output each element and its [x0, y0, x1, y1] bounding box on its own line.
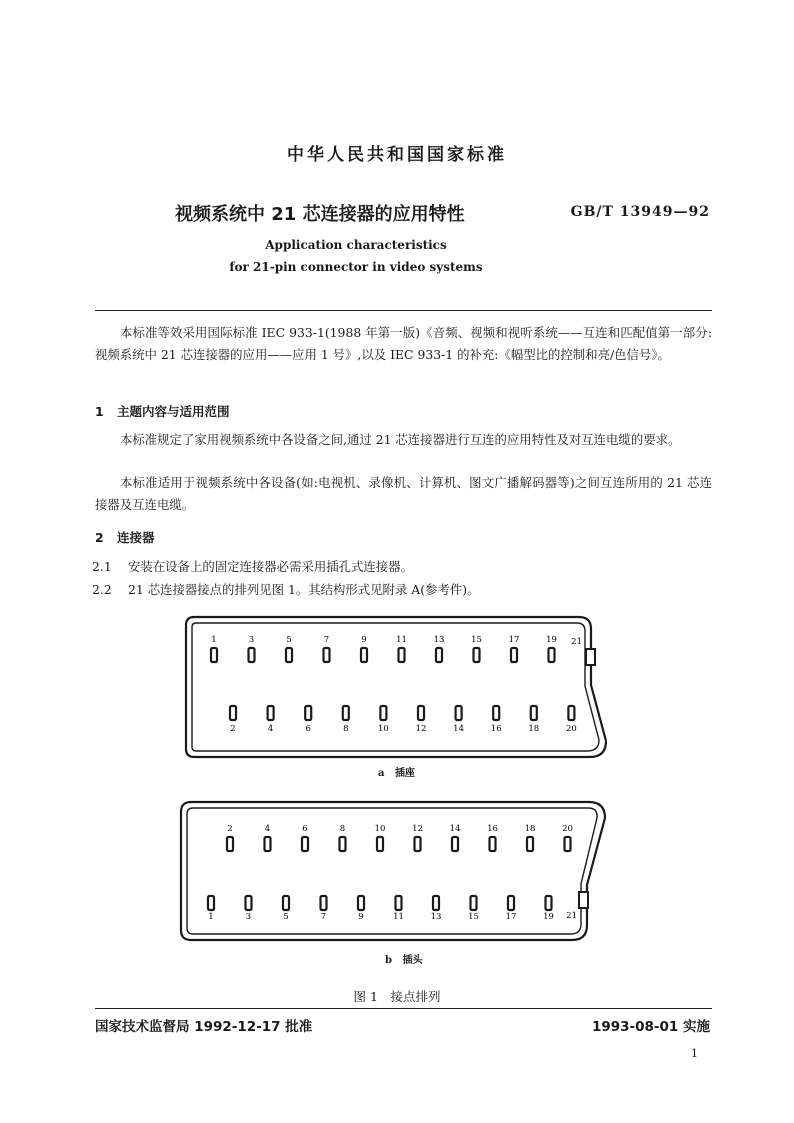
- plug-pin-4: [265, 837, 271, 851]
- section-2-heading: [95, 528, 155, 546]
- header-rule: [95, 310, 712, 311]
- socket-pin-5: [286, 648, 292, 662]
- plug-pin-label-18: 18: [524, 824, 536, 834]
- intro-paragraph: 本标准等效采用国际标准 IEC 933-1(1988 年第一版)《音频、视频和视听系统——互连和匹配值第一部分:视频系统中 21 芯连接器的应用——应用 1 号》,以及 IEC 933-1 的补充:《幅型比的控制和亮/色信号》。: [95, 325, 712, 362]
- plug-pin-label-17: 17: [505, 912, 517, 922]
- plug-pin-label-4: 4: [264, 824, 271, 834]
- socket-pin-1: [211, 648, 217, 662]
- clause-2-2: [92, 580, 479, 598]
- standard-code: GB/T 13949—92: [570, 204, 710, 220]
- plug-pin-label-14: 14: [449, 824, 461, 834]
- plug-pin-21-contact: [579, 892, 588, 908]
- socket-pin-12: [418, 706, 424, 720]
- plug-pin-2: [227, 837, 233, 851]
- socket-pin-label-16: 16: [490, 724, 502, 734]
- socket-pin-10: [380, 706, 386, 720]
- footer-rule: [95, 1008, 712, 1009]
- socket-pin-17: [511, 648, 517, 662]
- socket-pin-label-3: 3: [248, 635, 255, 645]
- socket-caption-letter: a: [378, 768, 385, 779]
- standard-title-en-line2: for 21-pin connector in video systems: [229, 260, 483, 274]
- plug-pin-label-9: 9: [358, 912, 364, 922]
- plug-pin-label-12: 12: [412, 824, 423, 834]
- plug-pin-20: [565, 837, 571, 851]
- plug-pin-label-3: 3: [245, 912, 252, 922]
- section-1-heading: [95, 402, 230, 420]
- plug-pin-1: [208, 896, 214, 910]
- plug-pin-13: [433, 896, 439, 910]
- plug-pin-label-13: 13: [430, 912, 442, 922]
- socket-pin-label-12: 12: [415, 724, 427, 734]
- plug-pin-9: [358, 896, 364, 910]
- socket-pin-6: [305, 706, 311, 720]
- standard-title-en-line1: Application characteristics: [265, 238, 447, 252]
- plug-pin-18: [527, 837, 533, 851]
- plug-pin-label-6: 6: [302, 824, 308, 834]
- national-standard-heading: 中华人民共和国国家标准: [287, 145, 507, 165]
- socket-pin-label-18: 18: [528, 724, 540, 734]
- plug-pin-11: [396, 896, 402, 910]
- socket-pin-11: [399, 648, 405, 662]
- socket-pin-label-1: 1: [211, 635, 217, 645]
- section-1-paragraph-1: 本标准规定了家用视频系统中各设备之间,通过 21 芯连接器进行互连的应用特性及对互连电缆的要求。: [120, 432, 681, 447]
- socket-pin-18: [531, 706, 537, 720]
- clause-2-2-number: 2.2: [92, 582, 112, 597]
- plug-pin-12: [415, 837, 421, 851]
- plug-pin-8: [340, 837, 346, 851]
- plug-pin-label-10: 10: [374, 824, 386, 834]
- socket-pin-label-13: 13: [433, 635, 445, 645]
- plug-caption-text: 插头: [402, 955, 423, 966]
- plug-pin-17: [508, 896, 514, 910]
- clause-2-1-text: 安装在设备上的固定连接器必需采用插孔式连接器。: [128, 559, 413, 574]
- plug-pin-label-16: 16: [487, 824, 498, 834]
- effective-date: 1993-08-01 实施: [591, 1019, 710, 1035]
- approval-line: 国家技术监督局 1992-12-17 批准: [95, 1019, 313, 1035]
- socket-pin-label-11: 11: [396, 635, 407, 645]
- socket-pin-label-10: 10: [377, 724, 389, 734]
- plug-pin-label-19: 19: [543, 912, 554, 922]
- clause-2-1: [92, 557, 413, 575]
- plug-pin-label-2: 2: [227, 824, 233, 834]
- socket-pin-label-19: 19: [546, 635, 557, 645]
- plug-pin-21-label: 21: [566, 911, 577, 921]
- plug-pin-10: [377, 837, 383, 851]
- socket-pin-3: [249, 648, 255, 662]
- socket-pin-label-2: 2: [230, 724, 236, 734]
- socket-pin-label-9: 9: [361, 635, 367, 645]
- plug-pin-7: [321, 896, 327, 910]
- socket-pin-label-7: 7: [323, 635, 330, 645]
- socket-pin-16: [493, 706, 499, 720]
- plug-pin-label-7: 7: [320, 912, 327, 922]
- section-2-title: 连接器: [117, 530, 155, 545]
- plug-pin-19: [546, 896, 552, 910]
- socket-pin-label-17: 17: [508, 635, 520, 645]
- socket-pin-20: [568, 706, 574, 720]
- section-1-paragraph-2: 本标准适用于视频系统中各设备(如:电视机、录像机、计算机、图文广播解码器等)之间互连所用的 21 芯连接器及互连电缆。: [95, 475, 712, 512]
- socket-pin-label-5: 5: [286, 635, 292, 645]
- socket-pin-label-8: 8: [343, 724, 349, 734]
- socket-pin-21-label: 21: [571, 637, 582, 647]
- socket-pin-13: [436, 648, 442, 662]
- socket-pin-7: [324, 648, 330, 662]
- socket-pin-15: [474, 648, 480, 662]
- socket-pin-9: [361, 648, 367, 662]
- socket-pin-label-15: 15: [471, 635, 482, 645]
- section-1-number: 1: [95, 404, 104, 419]
- plug-pin-label-8: 8: [339, 824, 346, 834]
- socket-pin-label-14: 14: [453, 724, 465, 734]
- plug-pin-label-15: 15: [468, 912, 479, 922]
- socket-caption-text: 插座: [394, 768, 415, 779]
- plug-pin-6: [302, 837, 308, 851]
- plug-pin-16: [490, 837, 496, 851]
- socket-pin-19: [549, 648, 555, 662]
- socket-caption: [378, 764, 415, 779]
- clause-2-1-number: 2.1: [92, 559, 112, 574]
- socket-pin-21-contact: [586, 649, 595, 665]
- section-1-title: 主题内容与适用范围: [117, 404, 230, 419]
- page-number: 1: [691, 1047, 698, 1060]
- plug-pin-3: [246, 896, 252, 910]
- plug-pin-5: [283, 896, 289, 910]
- section-2-number: 2: [95, 530, 104, 545]
- plug-pin-14: [452, 837, 458, 851]
- clause-2-2-text: 21 芯连接器接点的排列见图 1。其结构形式见附录 A(参考件)。: [128, 582, 480, 597]
- plug-pin-label-20: 20: [562, 824, 573, 834]
- socket-pin-label-6: 6: [305, 724, 311, 734]
- plug-pin-label-11: 11: [393, 912, 404, 922]
- socket-pin-8: [343, 706, 349, 720]
- socket-pin-label-4: 4: [267, 724, 274, 734]
- socket-pin-2: [230, 706, 236, 720]
- plug-caption: [385, 951, 422, 966]
- socket-diagram: [182, 615, 607, 765]
- plug-pin-15: [471, 896, 477, 910]
- plug-pin-label-5: 5: [283, 912, 289, 922]
- plug-diagram: [177, 800, 607, 945]
- standard-title-cn: 视频系统中 21 芯连接器的应用特性: [175, 204, 465, 225]
- socket-pin-4: [268, 706, 274, 720]
- plug-pin-label-1: 1: [208, 912, 214, 922]
- socket-pin-14: [456, 706, 462, 720]
- plug-caption-letter: b: [385, 955, 392, 966]
- socket-pin-label-20: 20: [565, 724, 577, 734]
- figure-1-title: 图 1 接点排列: [353, 989, 441, 1004]
